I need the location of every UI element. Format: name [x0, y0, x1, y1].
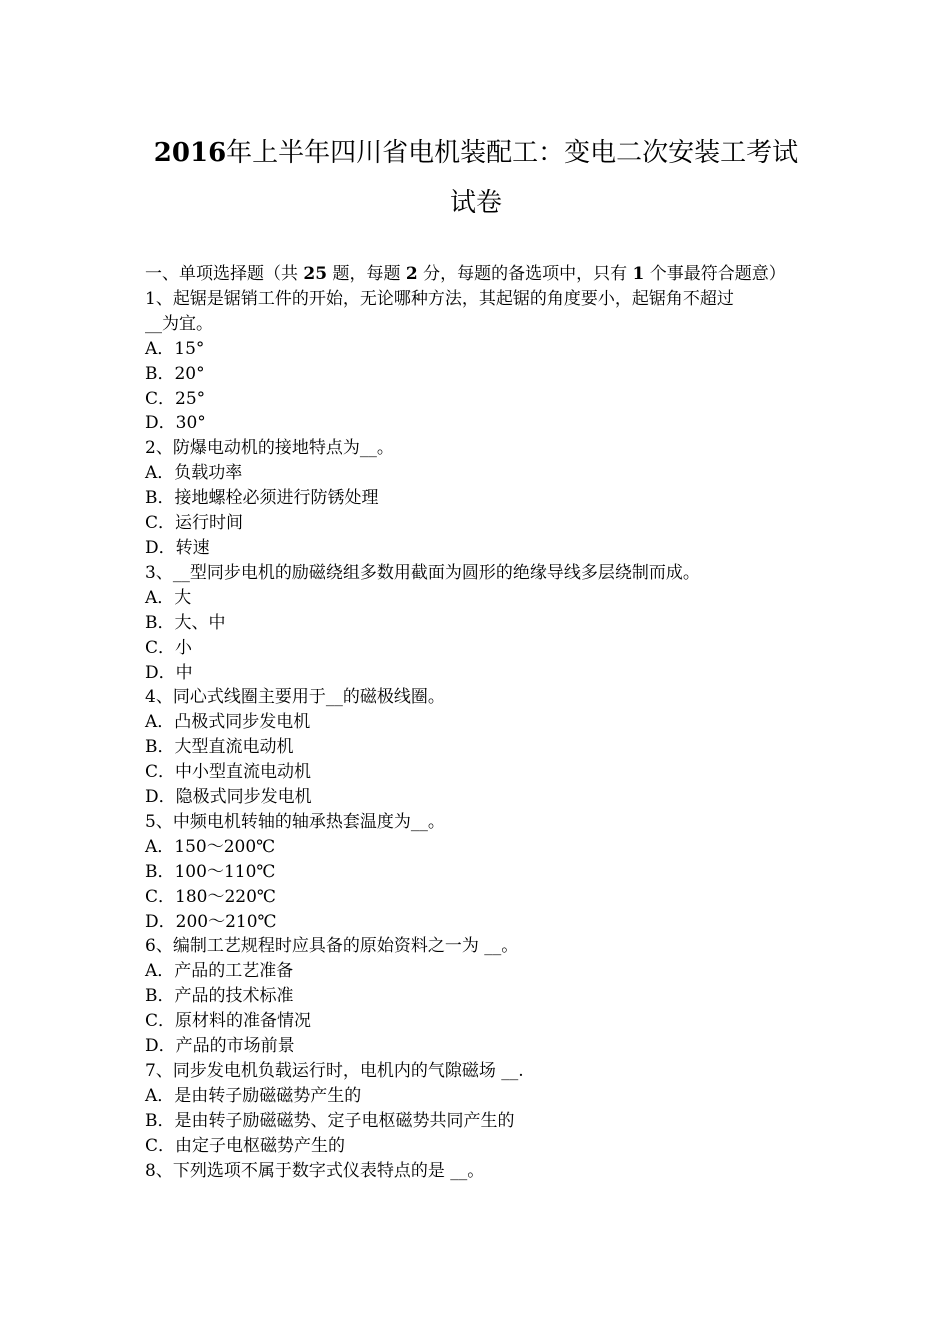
section-heading: 一、单项选择题（共 25 题，每题 2 分，每题的备选项中，只有 1 个事最符合题意）	[145, 264, 786, 284]
question-5	[145, 810, 807, 935]
option-c: C．由定子电枢磁势产生的	[145, 1135, 346, 1156]
option-a: A．150～200℃	[145, 836, 276, 857]
option-c: C．180～220℃	[145, 886, 276, 907]
option-b: B．大、中	[145, 612, 226, 633]
question-3	[145, 561, 807, 686]
question-stem: 4、同心式线圈主要用于__的磁极线圈。	[145, 687, 445, 708]
points-per-question: 2	[405, 264, 418, 284]
question-stem: 3、__型同步电机的励磁绕组多数用截面为圆形的绝缘导线多层绕制而成。	[145, 562, 700, 583]
option-b: B．大型直流电动机	[145, 737, 294, 758]
answer-count: 1	[632, 264, 645, 284]
question-stem: 7、同步发电机负载运行时，电机内的气隙磁场 __.	[145, 1061, 524, 1081]
option-d: D．转速	[145, 537, 210, 558]
option-b: B．产品的技术标准	[145, 986, 294, 1007]
question-stem: 8、下列选项不属于数字式仪表特点的是 __。	[145, 1160, 485, 1181]
option-c: C．25°	[145, 388, 206, 409]
option-d: D．中	[145, 662, 193, 683]
option-d: D．200～210℃	[145, 911, 277, 932]
option-a: A．产品的工艺准备	[145, 961, 294, 982]
question-2	[145, 436, 807, 561]
option-a: A．负载功率	[145, 463, 243, 484]
question-count: 25	[303, 264, 328, 284]
question-stem: 6、编制工艺规程时应具备的原始资料之一为 __。	[145, 936, 519, 957]
question-stem-continued: __为宜。	[145, 313, 213, 334]
option-a: A．15°	[145, 338, 205, 359]
option-c: C．运行时间	[145, 513, 244, 534]
option-b: B．接地螺栓必须进行防锈处理	[145, 488, 379, 509]
question-1	[145, 287, 807, 436]
document-body	[145, 262, 807, 1184]
option-c: C．原材料的准备情况	[145, 1011, 312, 1032]
option-d: D．隐极式同步发电机	[145, 787, 312, 808]
title-text: 年上半年四川省电机装配工：变电二次安装工考试试卷	[226, 138, 799, 218]
question-stem: 1、起锯是锯销工件的开始，无论哪种方法，其起锯的角度要小，起锯角不超过	[145, 288, 734, 309]
question-stem: 2、防爆电动机的接地特点为__。	[145, 438, 394, 459]
option-b: B．是由转子励磁磁势、定子电枢磁势共同产生的	[145, 1110, 515, 1131]
option-a: A．大	[145, 587, 192, 608]
document-title	[145, 128, 807, 228]
option-b: B．20°	[145, 363, 205, 384]
option-a: A．凸极式同步发电机	[145, 712, 311, 733]
option-b: B．100～110℃	[145, 861, 276, 882]
option-d: D．产品的市场前景	[145, 1036, 295, 1057]
option-c: C．小	[145, 637, 193, 658]
option-d: D．30°	[145, 413, 206, 434]
question-list	[145, 287, 807, 1184]
question-4	[145, 685, 807, 810]
question-6	[145, 934, 807, 1059]
question-stem: 5、中频电机转轴的轴承热套温度为__。	[145, 811, 445, 832]
question-8	[145, 1159, 807, 1184]
question-7	[145, 1059, 807, 1159]
option-c: C．中小型直流电动机	[145, 762, 312, 783]
option-a: A．是由转子励磁磁势产生的	[145, 1085, 362, 1106]
title-year: 2016	[153, 138, 227, 168]
